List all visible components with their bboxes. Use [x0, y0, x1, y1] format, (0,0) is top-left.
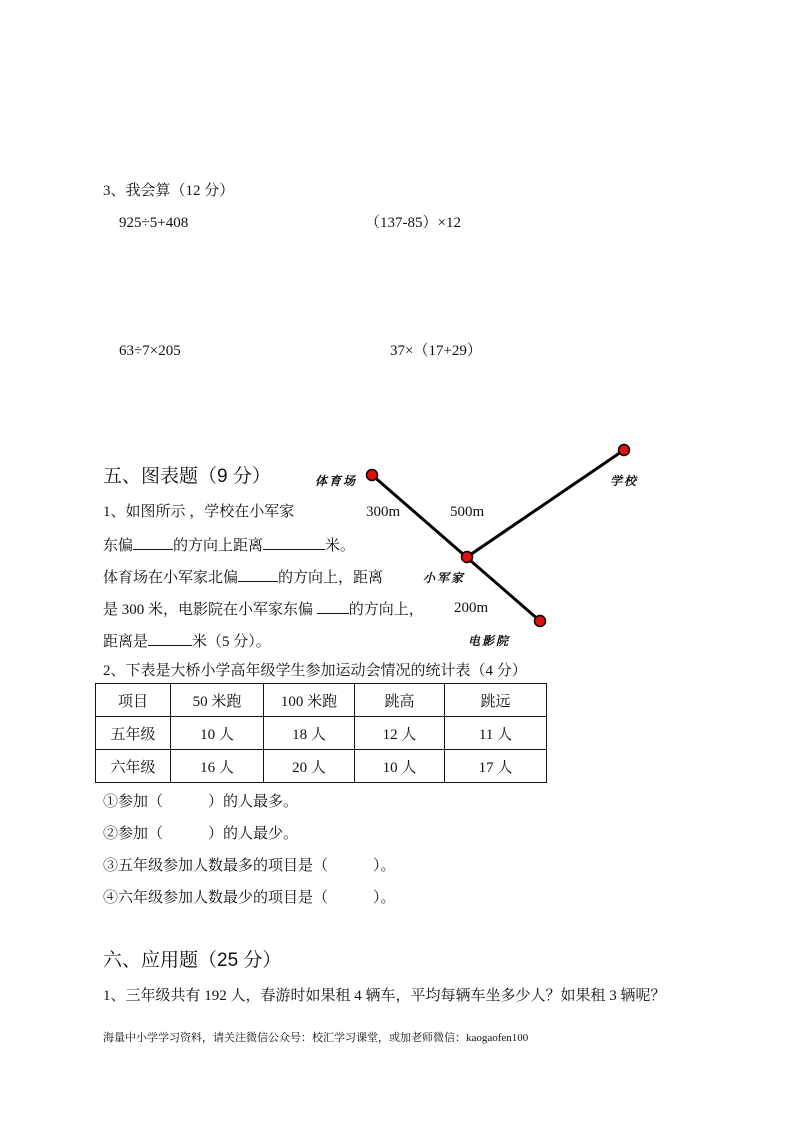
q2-question-3: ③五年级参加人数最多的项目是（ ）。	[103, 858, 396, 874]
table-cell: 17 人	[445, 750, 547, 783]
q1-line2-a: 东偏	[103, 538, 134, 554]
q1-line5	[103, 631, 271, 651]
footer-note: 海量中小学学习资料，请关注微信公众号：校汇学习课堂，或加老师微信：kaogaofen100	[103, 1032, 529, 1044]
q1-line3	[103, 567, 383, 587]
cinema-point	[535, 616, 546, 627]
section3-title: 3、我会算（12 分）	[103, 183, 235, 199]
answer-blank[interactable]	[133, 535, 173, 550]
q2-question-4: ④六年级参加人数最少的项目是（ ）。	[103, 890, 396, 906]
table-cell: 10 人	[355, 750, 445, 783]
q1-line2-b: 的方向上距离	[173, 538, 264, 554]
q1-line2-c: 米。	[325, 538, 356, 554]
table-cell: 20 人	[264, 750, 355, 783]
label-cinema: 电影院	[468, 634, 511, 648]
q2-question-2: ②参加（ ）的人最少。	[103, 826, 299, 842]
label-home: 小军家	[423, 571, 466, 585]
table-header: 50 米跑	[171, 684, 264, 717]
table-header: 跳高	[355, 684, 445, 717]
home-point	[462, 552, 473, 563]
q1-line2	[103, 535, 355, 555]
answer-blank[interactable]	[317, 599, 349, 614]
problem-2: （137-85）×12	[365, 215, 461, 231]
q2-title: 2、下表是大桥小学高年级学生参加运动会情况的统计表（4 分）	[103, 663, 527, 679]
table-cell: 16 人	[171, 750, 264, 783]
q1-line4-b: 的方向上，	[348, 602, 424, 618]
label-stadium: 体育场	[315, 474, 358, 488]
table-row	[96, 750, 547, 783]
table-cell: 18 人	[264, 717, 355, 750]
q1-line4	[103, 599, 424, 619]
q1-line1: 1、如图所示 ，学校在小军家	[103, 504, 295, 520]
table-cell: 11 人	[445, 717, 547, 750]
table-cell: 12 人	[355, 717, 445, 750]
table-cell: 五年级	[96, 717, 171, 750]
distance-school: 500m	[450, 504, 485, 520]
table-cell: 10 人	[171, 717, 264, 750]
q1-line5-a: 距离是	[103, 634, 149, 650]
school-point	[619, 445, 630, 456]
problem-1: 925÷5+408	[119, 215, 189, 231]
label-school: 学校	[610, 474, 639, 488]
road-home-school	[467, 450, 624, 557]
problem-4: 37×（17+29）	[390, 343, 482, 359]
answer-blank[interactable]	[238, 567, 278, 582]
table-header: 100 米跑	[264, 684, 355, 717]
stats-table	[95, 683, 547, 783]
table-cell: 六年级	[96, 750, 171, 783]
stadium-point	[367, 470, 378, 481]
distance-stadium: 300m	[366, 504, 401, 520]
section6-heading: 六、应用题（25 分）	[103, 950, 282, 971]
answer-blank[interactable]	[263, 535, 325, 550]
section5-heading: 五、图表题（9 分）	[103, 466, 271, 487]
distance-cinema: 200m	[454, 600, 489, 616]
q1-line5-b: 米（5 分）。	[192, 634, 271, 650]
section6-q1: 1、三年级共有 192 人，春游时如果租 4 辆车，平均每辆车坐多少人？如果租 3 辆呢？	[103, 988, 666, 1004]
q1-line3-b: 的方向上，距离	[278, 570, 384, 586]
answer-blank[interactable]	[148, 631, 192, 646]
table-row	[96, 717, 547, 750]
q1-line4-a: 是 300 米，电影院在小军家东偏	[103, 602, 314, 618]
table-header: 跳远	[445, 684, 547, 717]
table-header-row	[96, 684, 547, 717]
table-header: 项目	[96, 684, 171, 717]
q1-line3-a: 体育场在小军家北偏	[103, 570, 239, 586]
problem-3: 63÷7×205	[119, 343, 181, 359]
q2-question-1: ①参加（ ）的人最多。	[103, 794, 299, 810]
